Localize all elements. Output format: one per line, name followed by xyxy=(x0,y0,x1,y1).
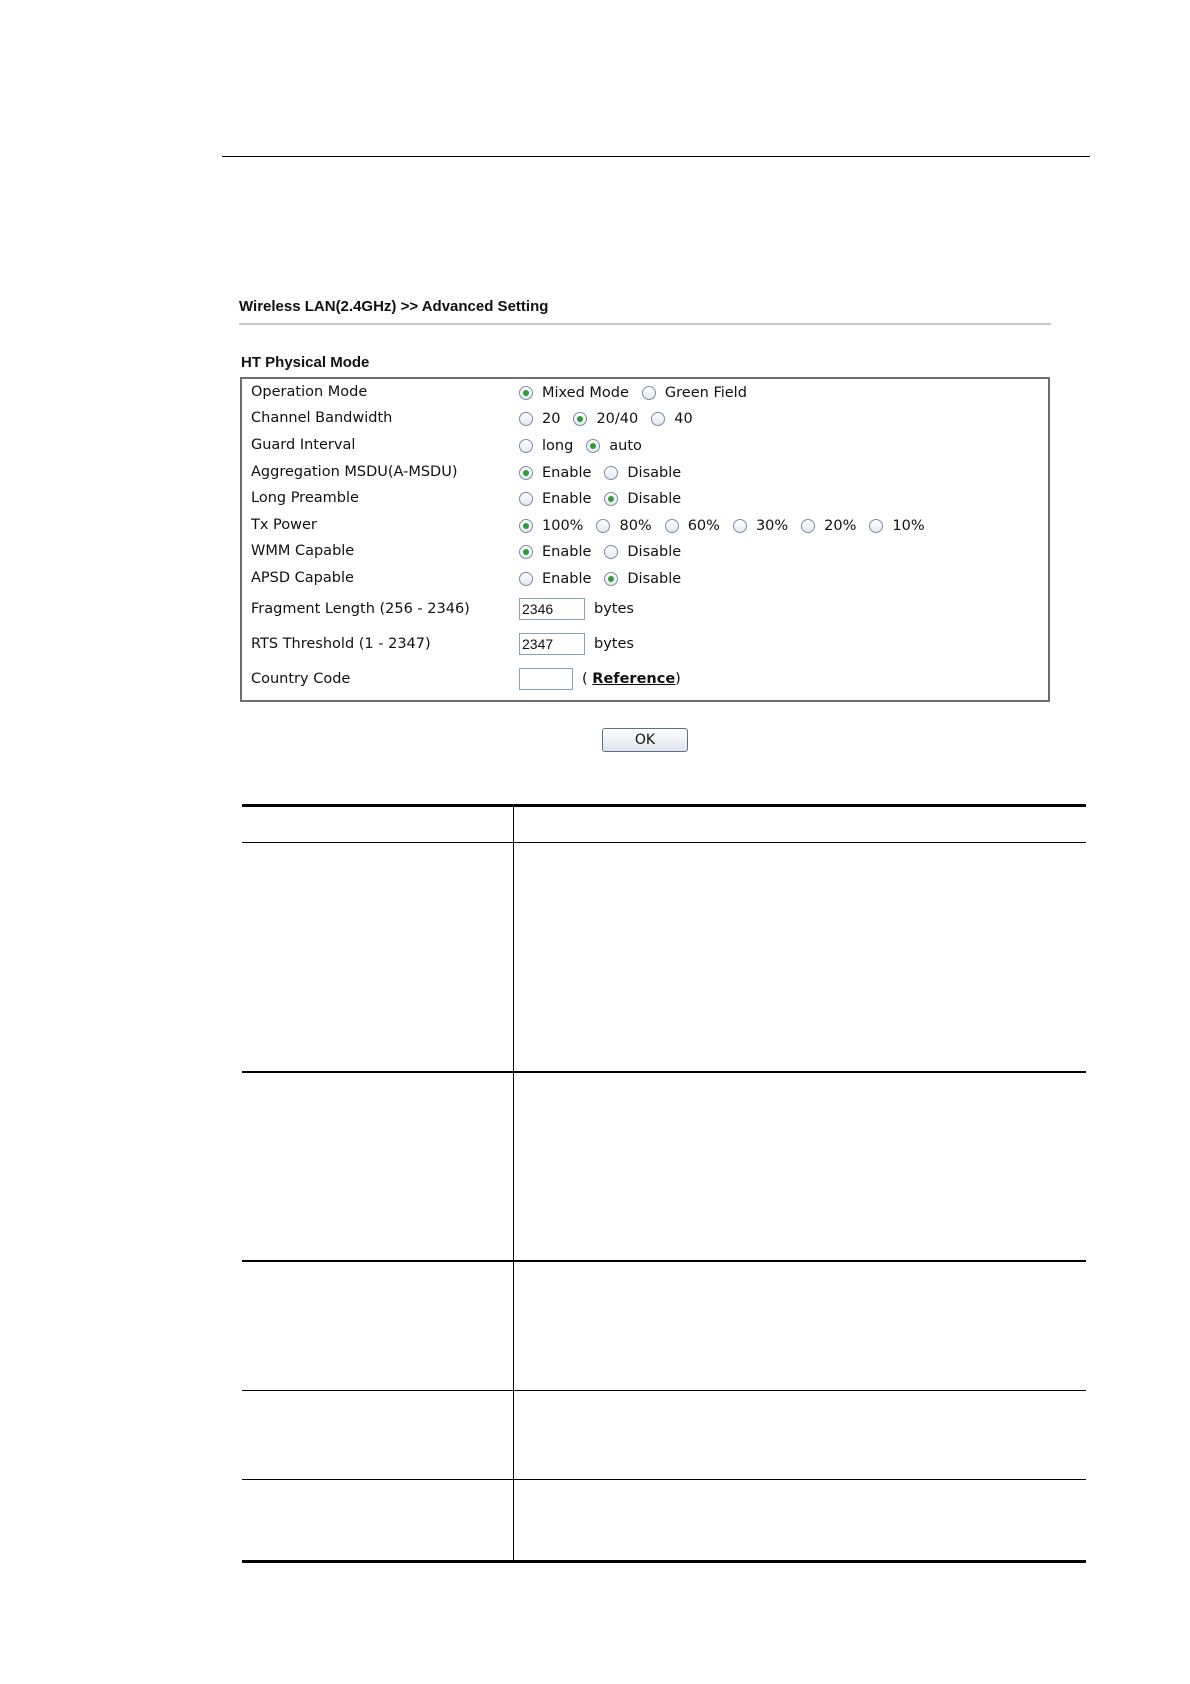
page-header xyxy=(239,298,1051,325)
guard-interval-long-radio[interactable]: long xyxy=(519,438,573,454)
wmm-capable-options xyxy=(519,544,694,560)
radio-unselected-icon[interactable] xyxy=(519,572,533,586)
tx-power-10-radio[interactable]: 10% xyxy=(869,518,924,534)
radio-selected-icon[interactable] xyxy=(604,572,618,586)
fragment-length-label: Fragment Length (256 - 2346) xyxy=(251,601,470,617)
long-preamble-label: Long Preamble xyxy=(251,490,359,506)
tx-power-60-radio[interactable]: 60% xyxy=(665,518,720,534)
channel-bandwidth-40-radio[interactable]: 40 xyxy=(651,411,692,427)
top-rule xyxy=(222,156,1090,157)
radio-unselected-icon[interactable] xyxy=(665,519,679,533)
tx-power-label: Tx Power xyxy=(251,517,317,533)
radio-selected-icon[interactable] xyxy=(519,386,533,400)
radio-unselected-icon[interactable] xyxy=(869,519,883,533)
reference-open-paren: ( xyxy=(582,671,588,687)
radio-unselected-icon[interactable] xyxy=(519,439,533,453)
tx-power-100-radio[interactable]: 100% xyxy=(519,518,583,534)
page-title: Wireless LAN(2.4GHz) >> Advanced Setting xyxy=(239,298,549,315)
guard-interval-label: Guard Interval xyxy=(251,437,356,453)
fragment-length-unit: bytes xyxy=(594,601,634,617)
wmm-capable-enable-radio[interactable]: Enable xyxy=(519,544,591,560)
settings-panel xyxy=(240,377,1050,702)
radio-unselected-icon[interactable] xyxy=(519,412,533,426)
reference-link[interactable]: Reference xyxy=(592,671,676,687)
page-title-divider xyxy=(239,323,1051,325)
radio-unselected-icon[interactable] xyxy=(733,519,747,533)
rts-threshold-input[interactable] xyxy=(519,633,585,655)
tx-power-options xyxy=(519,518,938,534)
ok-button[interactable]: OK xyxy=(602,728,688,752)
apsd-capable-options xyxy=(519,571,694,587)
operation-mode-mixed-radio[interactable]: Mixed Mode xyxy=(519,385,629,401)
country-code-label: Country Code xyxy=(251,671,351,687)
aggregation-msdu-options xyxy=(519,465,694,481)
radio-selected-icon[interactable] xyxy=(519,545,533,559)
apsd-capable-enable-radio[interactable]: Enable xyxy=(519,571,591,587)
radio-selected-icon[interactable] xyxy=(586,439,600,453)
wmm-capable-label: WMM Capable xyxy=(251,543,355,559)
radio-unselected-icon[interactable] xyxy=(596,519,610,533)
radio-unselected-icon[interactable] xyxy=(801,519,815,533)
radio-unselected-icon[interactable] xyxy=(604,466,618,480)
table-row-divider xyxy=(242,1390,1086,1391)
table-column-divider xyxy=(513,804,514,1563)
long-preamble-disable-radio[interactable]: Disable xyxy=(604,491,681,507)
channel-bandwidth-options xyxy=(519,411,706,427)
radio-selected-icon[interactable] xyxy=(573,412,587,426)
guard-interval-options xyxy=(519,438,655,454)
tx-power-30-radio[interactable]: 30% xyxy=(733,518,788,534)
country-code-input[interactable] xyxy=(519,668,573,690)
table-row-divider xyxy=(242,1479,1086,1480)
radio-unselected-icon[interactable] xyxy=(642,386,656,400)
radio-unselected-icon[interactable] xyxy=(519,492,533,506)
fragment-length-control xyxy=(519,598,634,620)
long-preamble-options xyxy=(519,491,694,507)
radio-unselected-icon[interactable] xyxy=(604,545,618,559)
operation-mode-options xyxy=(519,385,760,401)
tx-power-80-radio[interactable]: 80% xyxy=(596,518,651,534)
table-bottom-border xyxy=(242,1560,1086,1563)
apsd-capable-label: APSD Capable xyxy=(251,570,354,586)
description-table xyxy=(242,804,1086,1563)
fragment-length-input[interactable] xyxy=(519,598,585,620)
channel-bandwidth-20-40-radio[interactable]: 20/40 xyxy=(573,411,638,427)
long-preamble-enable-radio[interactable]: Enable xyxy=(519,491,591,507)
guard-interval-auto-radio[interactable]: auto xyxy=(586,438,642,454)
rts-threshold-label: RTS Threshold (1 - 2347) xyxy=(251,636,431,652)
radio-unselected-icon[interactable] xyxy=(651,412,665,426)
aggregation-msdu-label: Aggregation MSDU(A-MSDU) xyxy=(251,464,458,480)
radio-selected-icon[interactable] xyxy=(519,519,533,533)
table-header-divider xyxy=(242,842,1086,843)
radio-selected-icon[interactable] xyxy=(519,466,533,480)
aggregation-msdu-enable-radio[interactable]: Enable xyxy=(519,465,591,481)
country-code-control xyxy=(519,668,681,690)
tx-power-20-radio[interactable]: 20% xyxy=(801,518,856,534)
radio-selected-icon[interactable] xyxy=(604,492,618,506)
operation-mode-label: Operation Mode xyxy=(251,384,368,400)
operation-mode-green-radio[interactable]: Green Field xyxy=(642,385,747,401)
wmm-capable-disable-radio[interactable]: Disable xyxy=(604,544,681,560)
reference-close-paren: ) xyxy=(675,671,681,687)
section-title: HT Physical Mode xyxy=(241,354,370,371)
rts-threshold-control xyxy=(519,633,634,655)
rts-threshold-unit: bytes xyxy=(594,636,634,652)
table-row-divider xyxy=(242,1260,1086,1262)
aggregation-msdu-disable-radio[interactable]: Disable xyxy=(604,465,681,481)
channel-bandwidth-20-radio[interactable]: 20 xyxy=(519,411,560,427)
apsd-capable-disable-radio[interactable]: Disable xyxy=(604,571,681,587)
table-row-divider xyxy=(242,1071,1086,1073)
table-top-border xyxy=(242,804,1086,807)
channel-bandwidth-label: Channel Bandwidth xyxy=(251,410,393,426)
